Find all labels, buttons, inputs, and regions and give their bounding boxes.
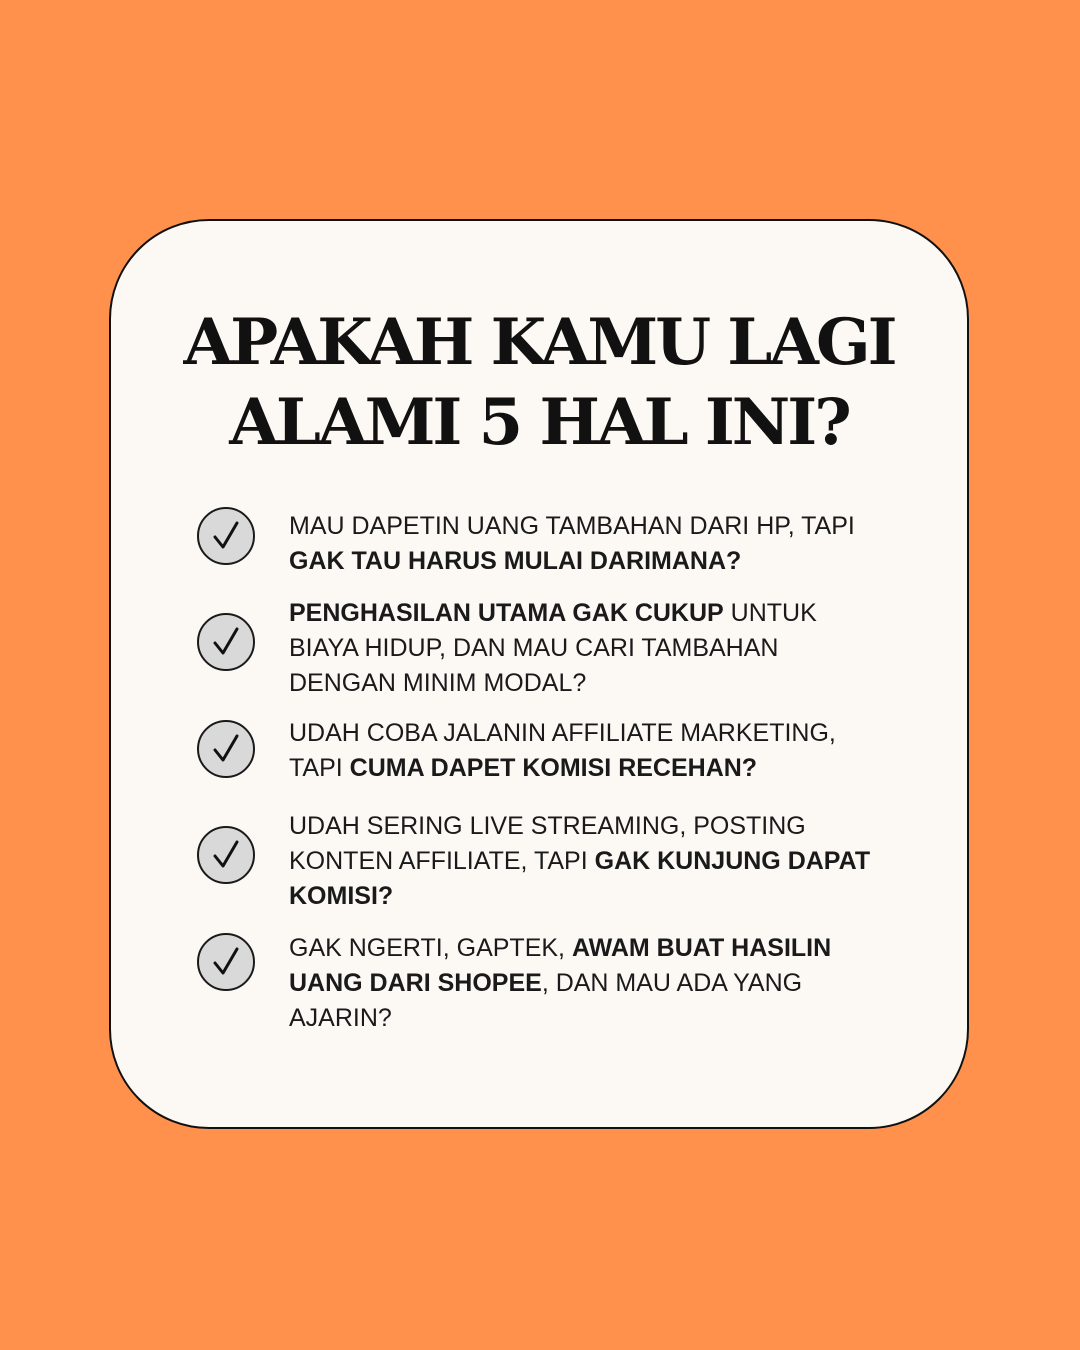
checklist-item-text — [289, 931, 879, 1036]
emphasis-text: GAK KUNJUNG DAPAT KOMISI? — [289, 847, 871, 910]
body-text: UNTUK BIAYA HIDUP, DAN MAU CARI TAMBAHAN DENGAN MINIM MODAL? — [289, 599, 817, 697]
emphasis-text: CUMA DAPET KOMISI RECEHAN? — [349, 754, 758, 782]
emphasis-text: AWAM BUAT HASILIN UANG DARI SHOPEE — [289, 934, 832, 997]
emphasis-text: PENGHASILAN UTAMA GAK CUKUP — [289, 599, 724, 627]
check-circle-icon — [197, 720, 255, 778]
check-circle-icon — [197, 826, 255, 884]
checklist — [111, 221, 967, 1127]
body-text: UDAH COBA JALANIN AFFILIATE MARKETING, TAPI — [289, 719, 836, 782]
content-card — [109, 219, 969, 1129]
checklist-item-text — [289, 596, 879, 701]
checklist-item-text — [289, 716, 879, 786]
checklist-item-text — [289, 809, 879, 914]
title-line-2: ALAMI 5 HAL INI? — [229, 385, 849, 460]
title-line-1: APAKAH KAMU LAGI — [183, 305, 895, 380]
body-text: , DAN MAU ADA YANG AJARIN? — [289, 969, 803, 1032]
check-circle-icon — [197, 613, 255, 671]
body-text: UDAH SERING LIVE STREAMING, POSTING KONTEN AFFILIATE, TAPI — [289, 812, 806, 875]
body-text: MAU DAPETIN UANG TAMBAHAN DARI HP, TAPI — [289, 512, 855, 540]
check-circle-icon — [197, 933, 255, 991]
emphasis-text: GAK TAU HARUS MULAI DARIMANA? — [289, 547, 742, 575]
checklist-item-text — [289, 509, 879, 579]
body-text: GAK NGERTI, GAPTEK, — [289, 934, 572, 962]
check-circle-icon — [197, 507, 255, 565]
